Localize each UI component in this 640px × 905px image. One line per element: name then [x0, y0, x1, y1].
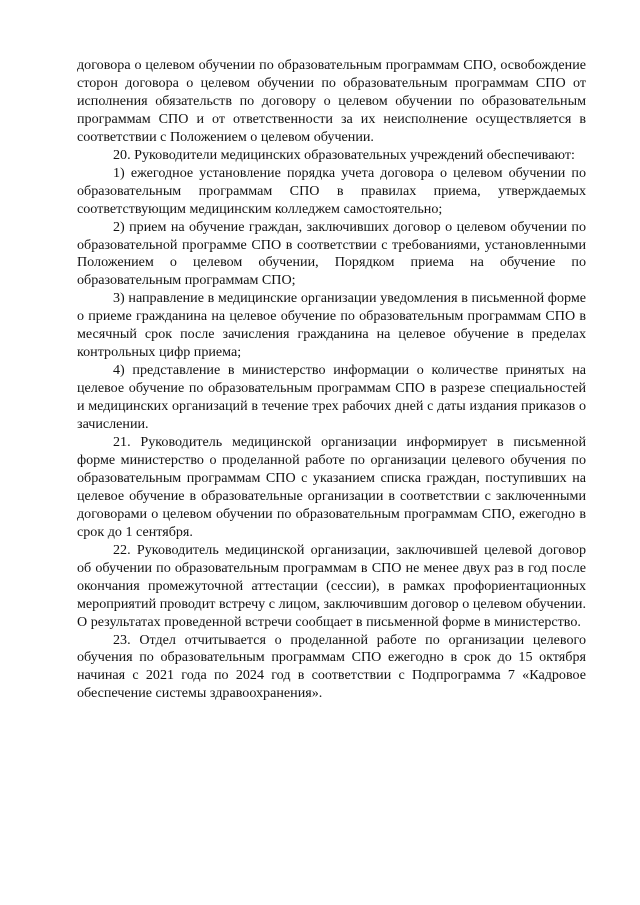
paragraph-item-20-1: 1) ежегодное установление порядка учета договора о целевом обучении по образовательным программам СПО в правилах приема, утверждаемых соответствующим медицинским колледжем самостоятельно;	[77, 164, 586, 217]
paragraph-item-20-4: 4) представление в министерство информации о количестве принятых на целевое обучение по образовательным программам СПО в разрезе специальностей и медицинских организаций в течение трех рабочих дней с даты издания приказов о зачислении.	[77, 362, 586, 433]
paragraph-item-21: 21. Руководитель медицинской организации информирует в письменной форме министерство о проделанной работе по организации целевого обучения по образовательным программам СПО с указанием списка граждан, поступивших на целевое обучение в образовательные организации в соответствии с заключенными договорами о целевом обучении по образовательным программам СПО, ежегодно в срок до 1 сентября.	[77, 434, 586, 540]
paragraph-item-20: 20. Руководители медицинских образовательных учреждений обеспечивают:	[113, 146, 575, 163]
paragraph-continuation: договора о целевом обучении по образовательным программам СПО, освобождение сторон договора о целевом обучении по образовательным программам СПО от исполнения обязательств по договору о целевом обучении по образовательным программам СПО и от ответственности за их неисполнение осуществляется в соответствии с Положением о целевом обучении.	[77, 57, 586, 145]
paragraph-item-20-2: 2) прием на обучение граждан, заключивших договор о целевом обучении по образовательной программе СПО в соответствии с требованиями, установленными Положением о целевом обучении, Порядком приема на обучение по образовательным программам СПО;	[77, 218, 586, 289]
paragraph-item-20-3: 3) направление в медицинские организации уведомления в письменной форме о приеме гражданина на целевое обучение по образовательным программам СПО в месячный срок после зачисления гражданина на целевое обучение в пределах контрольных цифр приема;	[77, 290, 586, 361]
paragraph-item-22: 22. Руководитель медицинской организации, заключившей целевой договор об обучении по образовательным программам в СПО не менее двух раз в год после окончания промежуточной аттестации (сессии), в рамках профориентационных мероприятий проводит встречу с лицом, заключившим договор о целевом обучении. О результатах проведенной встречи сообщает в письменной форме в министерство.	[77, 541, 586, 630]
paragraph-item-23: 23. Отдел отчитывается о проделанной работе по организации целевого обучения по образовательным программам СПО ежегодно в срок до 15 октября начиная с 2021 года по 2024 год в соответствии с Подпрограмма 7 «Кадровое обеспечение системы здравоохранения».	[77, 631, 586, 702]
document-page	[77, 57, 586, 703]
